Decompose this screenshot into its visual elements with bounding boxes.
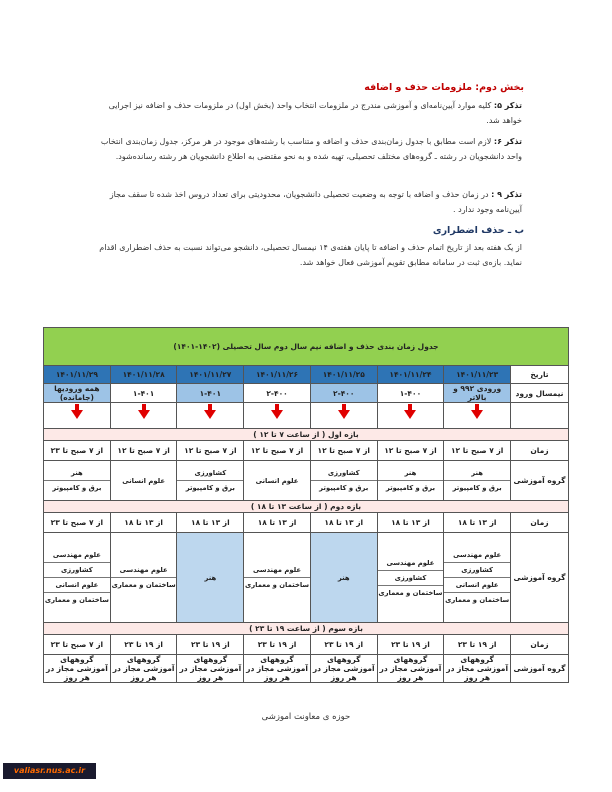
time-cell: از ۱۳ تا ۱۸ xyxy=(177,513,244,533)
time-cell: از ۱۹ تا ۲۳ xyxy=(177,635,244,655)
period-2-time-row xyxy=(44,513,569,533)
group-cell: علوم مهندسی ساختمان و معماری xyxy=(110,533,177,623)
arrow-down-icon xyxy=(338,410,350,419)
group-cell: گروههای آموزشی مجاز در هر روز xyxy=(377,655,444,683)
time-cell: از ۷ صبح تا ۱۲ xyxy=(110,441,177,461)
entry-cell: ۱-۴۰۰ xyxy=(377,384,444,403)
group-cell: گروههای آموزشی مجاز در هر روز xyxy=(44,655,111,683)
arrow-down-icon xyxy=(404,410,416,419)
time-label: زمان xyxy=(511,635,569,655)
arrow-down-icon xyxy=(471,410,483,419)
section-title: بخش دوم: ملزومات حذف و اضافه xyxy=(364,82,524,93)
group-cell: علوم مهندسی ساختمان و معماری xyxy=(244,533,311,623)
group-cell: هنر xyxy=(310,533,377,623)
group-cell: گروههای آموزشی مجاز در هر روز xyxy=(310,655,377,683)
time-cell: از ۱۳ تا ۱۸ xyxy=(110,513,177,533)
group-cell: علوم مهندسی کشاورزی ساختمان و معماری xyxy=(377,533,444,623)
schedule-table xyxy=(43,327,569,683)
time-cell: از ۷ صبح تا ۱۲ xyxy=(177,441,244,461)
group-cell: گروههای آموزشی مجاز در هر روز xyxy=(244,655,311,683)
group-cell: گروههای آموزشی مجاز در هر روز xyxy=(444,655,511,683)
group-cell: علوم مهندسی کشاورزی علوم انسانی ساختمان و معماری xyxy=(444,533,511,623)
group-label: گروه آموزشی xyxy=(511,655,569,683)
arrow-row xyxy=(44,403,569,429)
date-label: تاریخ xyxy=(511,366,569,384)
period-2-group-row xyxy=(44,533,569,623)
time-cell: از ۱۳ تا ۱۸ xyxy=(377,513,444,533)
time-cell: از ۱۹ تا ۲۳ xyxy=(244,635,311,655)
group-cell: علوم انسانی xyxy=(110,461,177,501)
period-1-time-row xyxy=(44,441,569,461)
date-cell: ۱۴۰۱/۱۱/۲۷ xyxy=(177,366,244,384)
group-cell: کشاورزی برق و کامپیوتر xyxy=(177,461,244,501)
arrow-down-icon xyxy=(138,410,150,419)
group-label: گروه آموزشی xyxy=(511,461,569,501)
section-subtitle: ب ـ حذف اضطراری xyxy=(432,225,524,236)
note-5 xyxy=(92,98,522,128)
entry-cell: همه ورودیها (جامانده) xyxy=(44,384,111,403)
time-label: زمان xyxy=(511,441,569,461)
period-1-title: بازه اول ( از ساعت ۷ تا ۱۲ ) xyxy=(44,429,569,441)
time-cell: از ۱۳ تا ۱۸ xyxy=(444,513,511,533)
entry-cell: ۱-۴۰۱ xyxy=(110,384,177,403)
time-cell: از ۷ صبح تا ۱۲ xyxy=(244,441,311,461)
entry-cell: ۲-۴۰۰ xyxy=(244,384,311,403)
time-cell: از ۱۳ تا ۱۸ xyxy=(310,513,377,533)
date-cell: ۱۴۰۱/۱۱/۲۴ xyxy=(377,366,444,384)
note-9-text: در زمان حذف و اضافه با توجه به وضعیت تحصیلی دانشجویان، محدودیتی برای تعداد دروس اخذ شده تا سقف مجاز آیین‌نامه وجود ندارد . xyxy=(109,190,522,214)
period-3-time-row xyxy=(44,635,569,655)
group-cell: علوم انسانی xyxy=(244,461,311,501)
date-row xyxy=(44,366,569,384)
note-6-text: لازم است مطابق با جدول زمان‌بندی حذف و اضافه و متناسب با رشته‌های موجود در هر مرکز، جدول زمان‌بندی انتخاب واحد دانشجویان در رشته ـ گروه‌های مختلف تحصیلی، تهیه شده و به نحو مقتضی به اطلاع دانشجویان هر رشته رسانده‌شود. xyxy=(100,137,522,161)
arrow-down-icon xyxy=(271,410,283,419)
entry-cell: ورودی ۹۹۲ و بالاتر xyxy=(444,384,511,403)
group-cell: علوم مهندسی کشاورزی علوم انسانی ساختمان و معماری xyxy=(44,533,111,623)
time-cell: از ۱۹ تا ۲۳ xyxy=(377,635,444,655)
group-cell: هنر برق و کامپیوتر xyxy=(444,461,511,501)
watermark: valiasr.nus.ac.ir xyxy=(3,763,96,779)
entry-row xyxy=(44,384,569,403)
date-cell: ۱۴۰۱/۱۱/۲۶ xyxy=(244,366,311,384)
time-cell: از ۷ صبح تا ۲۳ xyxy=(44,635,111,655)
time-cell: از ۱۳ تا ۱۸ xyxy=(244,513,311,533)
time-cell: از ۱۹ تا ۲۳ xyxy=(110,635,177,655)
table-title: جدول زمان بندی حذف و اضافه نیم سال دوم سال تحصیلی (۱۴۰۲-۱۴۰۱) xyxy=(44,328,569,366)
time-cell: از ۱۹ تا ۲۳ xyxy=(310,635,377,655)
date-cell: ۱۴۰۱/۱۱/۲۸ xyxy=(110,366,177,384)
group-cell: هنر برق و کامپیوتر xyxy=(44,461,111,501)
date-cell: ۱۴۰۱/۱۱/۲۵ xyxy=(310,366,377,384)
time-cell: از ۱۹ تا ۲۳ xyxy=(444,635,511,655)
period-3-title: بازه سوم ( از ساعت ۱۹ تا ۲۳ ) xyxy=(44,623,569,635)
entry-label: نیمسال ورود xyxy=(511,384,569,403)
note-6-label: تذکر ۶: xyxy=(493,137,522,146)
emergency-drop-paragraph: از یک هفته بعد از تاریخ اتمام حذف و اضافه تا پایان هفته‌ی ۱۴ نیمسال تحصیلی، دانشجو می‌تواند نسبت به حذف اضطراری اقدام نماید. بازه‌ی ثبت در سامانه مطابق تقویم آموزشی فعال خواهد شد. xyxy=(99,243,522,267)
entry-cell: ۱-۴۰۱ xyxy=(177,384,244,403)
note-5-label: تذکر ۵: xyxy=(493,101,522,110)
time-label: زمان xyxy=(511,513,569,533)
group-cell: هنر xyxy=(177,533,244,623)
note-6 xyxy=(92,134,522,164)
time-cell: از ۷ صبح تا ۱۲ xyxy=(444,441,511,461)
group-label: گروه آموزشی xyxy=(511,533,569,623)
time-cell: از ۷ صبح تا ۱۲ xyxy=(377,441,444,461)
note-9-label: تذکر ۹ : xyxy=(491,190,522,199)
group-cell: کشاورزی برق و کامپیوتر xyxy=(310,461,377,501)
date-cell: ۱۴۰۱/۱۱/۲۳ xyxy=(444,366,511,384)
entry-cell: ۲-۴۰۰ xyxy=(310,384,377,403)
group-cell: گروههای آموزشی مجاز در هر روز xyxy=(110,655,177,683)
time-cell: از ۷ صبح تا ۱۲ xyxy=(310,441,377,461)
period-1-group-row xyxy=(44,461,569,501)
date-cell: ۱۴۰۱/۱۱/۲۹ xyxy=(44,366,111,384)
time-cell: از ۷ صبح تا ۲۳ xyxy=(44,513,111,533)
arrow-down-icon xyxy=(71,410,83,419)
note-9 xyxy=(92,187,522,217)
arrow-down-icon xyxy=(204,410,216,419)
group-cell: گروههای آموزشی مجاز در هر روز xyxy=(177,655,244,683)
time-cell: از ۷ صبح تا ۲۳ xyxy=(44,441,111,461)
footer-signature: حوزه ی معاونت اموزشی xyxy=(261,712,351,722)
period-3-group-row xyxy=(44,655,569,683)
period-2-title: بازه دوم ( از ساعت ۱۳ تا ۱۸ ) xyxy=(44,501,569,513)
note-5-text: کلیه موارد آیین‌نامه‌ای و آموزشی مندرج در ملزومات انتخاب واحد (بخش اول) در ملزومات حذف و اضافه نیز اجرایی خواهد شد. xyxy=(108,101,522,125)
group-cell: هنر برق و کامپیوتر xyxy=(377,461,444,501)
